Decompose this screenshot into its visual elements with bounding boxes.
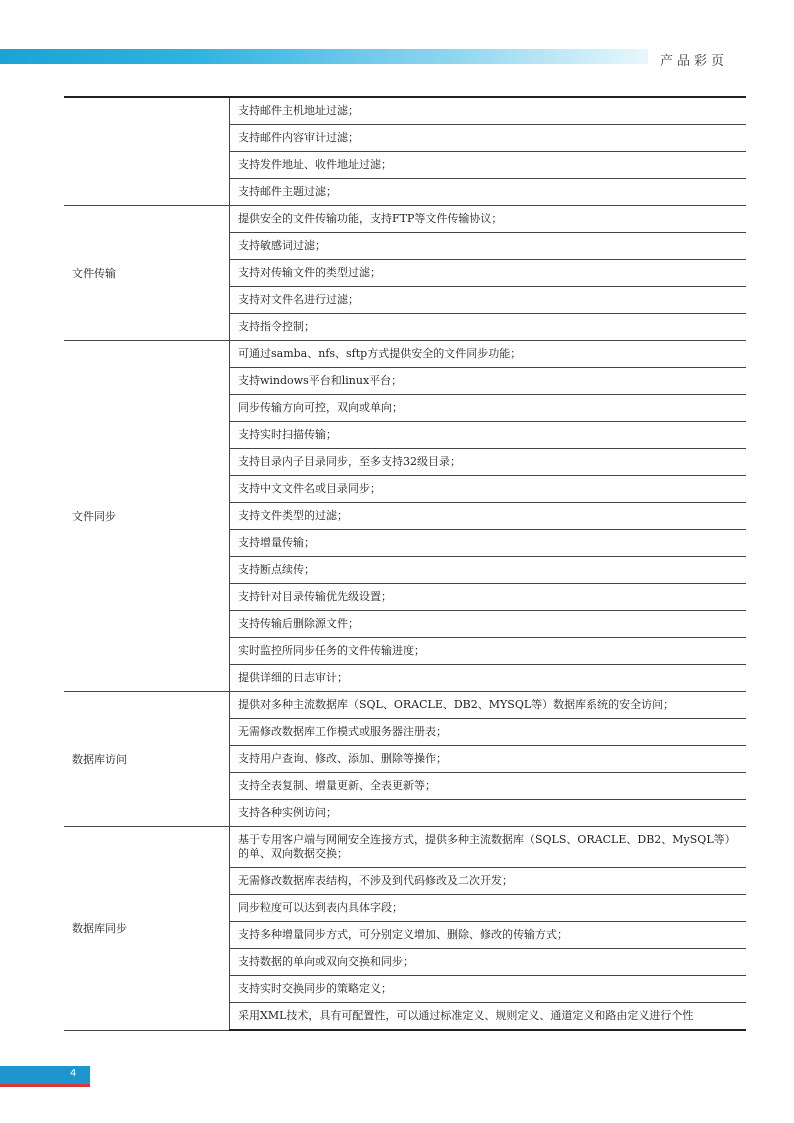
feature-item: 支持断点续传； bbox=[230, 557, 747, 584]
feature-item: 支持中文文件名或目录同步； bbox=[230, 476, 747, 503]
feature-item: 支持对文件名进行过滤； bbox=[230, 287, 747, 314]
category-cell: 文件同步 bbox=[64, 341, 230, 692]
feature-spec-table bbox=[64, 98, 746, 1031]
feature-item: 采用XML技术，具有可配置性，可以通过标准定义、规则定义、通道定义和路由定义进行个性 bbox=[230, 1003, 747, 1031]
table-row bbox=[64, 692, 746, 719]
table-row bbox=[64, 206, 746, 233]
feature-item: 支持指令控制； bbox=[230, 314, 747, 341]
feature-item: 同步传输方向可控，双向或单向； bbox=[230, 395, 747, 422]
feature-item: 提供对多种主流数据库（SQL、ORACLE、DB2、MYSQL等）数据库系统的安全访问； bbox=[230, 692, 747, 719]
table-row bbox=[64, 341, 746, 368]
feature-item: 实时监控所同步任务的文件传输进度； bbox=[230, 638, 747, 665]
footer-accent-line bbox=[0, 1084, 90, 1087]
feature-item: 支持用户查询、修改、添加、删除等操作； bbox=[230, 746, 747, 773]
feature-item: 提供详细的日志审计； bbox=[230, 665, 747, 692]
category-cell: 数据库同步 bbox=[64, 827, 230, 1031]
feature-item: 支持数据的单向或双向交换和同步； bbox=[230, 949, 747, 976]
footer-bar bbox=[0, 1066, 90, 1084]
feature-item: 支持文件类型的过滤； bbox=[230, 503, 747, 530]
feature-item: 支持邮件内容审计过滤； bbox=[230, 125, 747, 152]
category-cell bbox=[64, 98, 230, 206]
feature-item: 支持实时交换同步的策略定义； bbox=[230, 976, 747, 1003]
feature-item: 支持实时扫描传输； bbox=[230, 422, 747, 449]
page-header-title: 产品彩页 bbox=[660, 54, 729, 69]
feature-item: 无需修改数据库工作模式或服务器注册表； bbox=[230, 719, 747, 746]
feature-item: 支持全表复制、增量更新、全表更新等； bbox=[230, 773, 747, 800]
feature-item: 支持增量传输； bbox=[230, 530, 747, 557]
page-number: 4 bbox=[70, 1068, 77, 1079]
feature-item: 支持对传输文件的类型过滤； bbox=[230, 260, 747, 287]
feature-item: 支持邮件主题过滤； bbox=[230, 179, 747, 206]
feature-item: 无需修改数据库表结构，不涉及到代码修改及二次开发； bbox=[230, 868, 747, 895]
feature-item: 支持邮件主机地址过滤； bbox=[230, 98, 747, 125]
table-row bbox=[64, 827, 746, 868]
feature-item: 支持windows平台和linux平台； bbox=[230, 368, 747, 395]
header-color-band bbox=[0, 49, 648, 64]
feature-item: 基于专用客户端与网闸安全连接方式，提供多种主流数据库（SQLS、ORACLE、DB2、MySQL等）的单、双向数据交换； bbox=[230, 827, 747, 868]
category-cell: 数据库访问 bbox=[64, 692, 230, 827]
feature-item: 同步粒度可以达到表内具体字段； bbox=[230, 895, 747, 922]
feature-item: 支持针对目录传输优先级设置； bbox=[230, 584, 747, 611]
feature-item: 支持传输后删除源文件； bbox=[230, 611, 747, 638]
feature-item: 支持多种增量同步方式，可分别定义增加、删除、修改的传输方式； bbox=[230, 922, 747, 949]
table-row bbox=[64, 98, 746, 125]
feature-item: 支持目录内子目录同步，至多支持32级目录； bbox=[230, 449, 747, 476]
category-cell: 文件传输 bbox=[64, 206, 230, 341]
feature-item: 支持发件地址、收件地址过滤； bbox=[230, 152, 747, 179]
feature-item: 提供安全的文件传输功能，支持FTP等文件传输协议； bbox=[230, 206, 747, 233]
feature-item: 支持各种实例访问； bbox=[230, 800, 747, 827]
feature-item: 可通过samba、nfs、sftp方式提供安全的文件同步功能； bbox=[230, 341, 747, 368]
feature-item: 支持敏感词过滤； bbox=[230, 233, 747, 260]
